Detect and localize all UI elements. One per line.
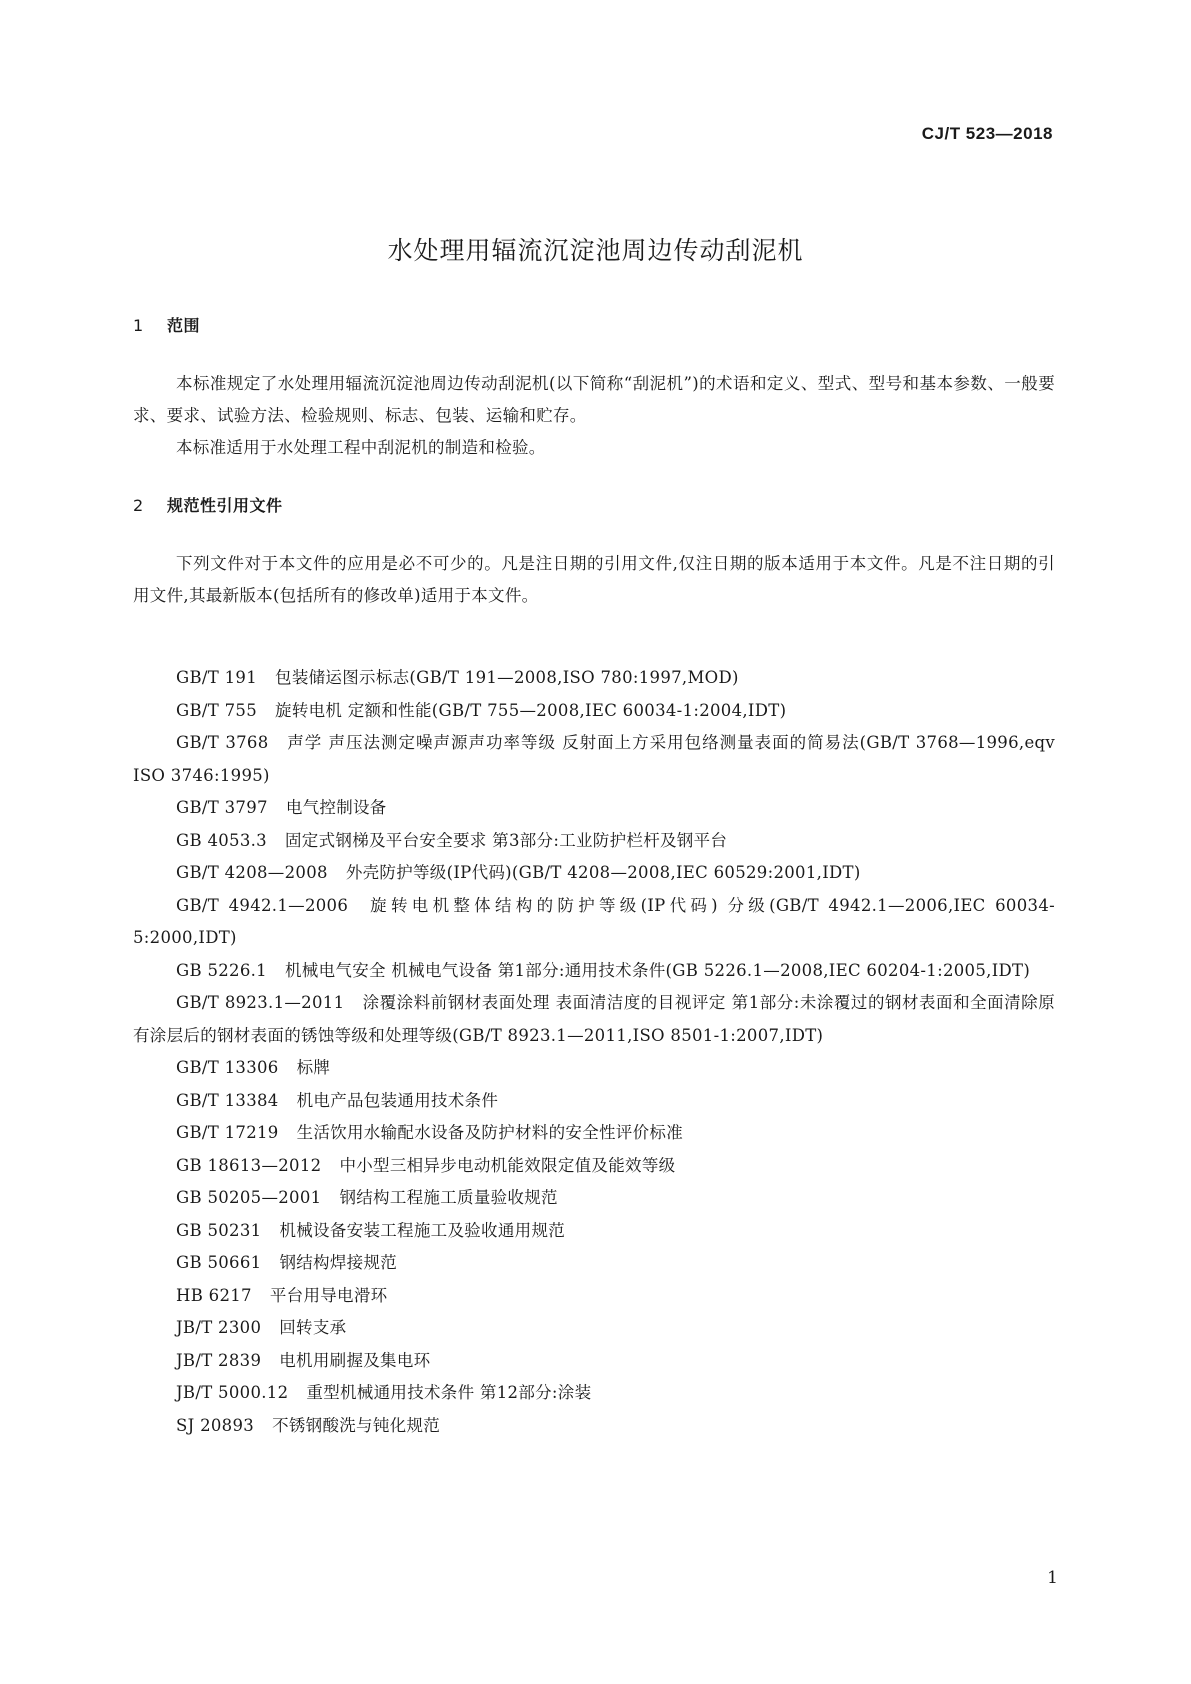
- reference-item: [133, 792, 1055, 825]
- scope-paragraph-2: 本标准适用于水处理工程中刮泥机的制造和检验。: [176, 438, 546, 457]
- reference-item: [133, 1410, 1055, 1443]
- reference-code: HB 6217: [176, 1285, 252, 1305]
- reference-item: [133, 955, 1055, 988]
- reference-title: 标牌: [296, 1058, 331, 1077]
- reference-code: GB/T 17219: [176, 1123, 279, 1142]
- reference-code: GB/T 13306: [176, 1058, 279, 1077]
- section-1-title: 范围: [167, 316, 201, 335]
- reference-title: 旋转电机 定额和性能(GB/T 755—2008,IEC 60034-1:2004,IDT): [275, 700, 787, 720]
- reference-code: JB/T 2300: [176, 1318, 262, 1337]
- reference-item: [133, 1215, 1055, 1248]
- reference-item: [133, 1377, 1055, 1410]
- section-1-heading: [133, 313, 200, 336]
- reference-item: [133, 1312, 1055, 1345]
- reference-code: GB/T 13384: [176, 1090, 279, 1110]
- reference-title: 回转支承: [279, 1318, 347, 1337]
- section-1-number: 1: [133, 316, 144, 335]
- reference-code: GB/T 4208—2008: [176, 863, 328, 882]
- reference-title: 声学 声压法测定噪声源声功率等级 反射面上方采用包络测量表面的简易法(GB/T 3768—1996,eqv ISO 3746:1995): [133, 733, 1055, 785]
- reference-item: [133, 1280, 1055, 1313]
- reference-title: 机电产品包装通用技术条件: [296, 1090, 499, 1110]
- reference-item: [133, 857, 1055, 890]
- references-intro-paragraph: 下列文件对于本文件的应用是必不可少的。凡是注日期的引用文件,仅注日期的版本适用于本文件。凡是不注日期的引用文件,其最新版本(包括所有的修改单)适用于本文件。: [133, 554, 1055, 605]
- reference-item: [133, 1117, 1055, 1150]
- reference-code: GB 50231: [176, 1220, 262, 1240]
- reference-item: [133, 987, 1055, 1052]
- document-title: 水处理用辐流沉淀池周边传动刮泥机: [387, 236, 804, 265]
- reference-title: 电机用刷握及集电环: [279, 1350, 431, 1370]
- reference-title: 机械设备安装工程施工及验收通用规范: [279, 1220, 566, 1240]
- reference-item: [133, 727, 1055, 792]
- reference-code: GB/T 755: [176, 700, 258, 720]
- page-number: 1: [1047, 1568, 1058, 1588]
- scope-paragraph-1: 本标准规定了水处理用辐流沉淀池周边传动刮泥机(以下简称“刮泥机”)的术语和定义、型式、型号和基本参数、一般要求、要求、试验方法、检验规则、标志、包装、运输和贮存。: [133, 374, 1055, 425]
- reference-item: [133, 1052, 1055, 1085]
- reference-code: SJ 20893: [176, 1415, 255, 1435]
- normative-references-list: [133, 662, 1055, 1442]
- reference-code: GB 50661: [176, 1253, 262, 1272]
- reference-code: GB/T 3768: [176, 733, 269, 752]
- reference-code: GB 5226.1: [176, 960, 267, 980]
- reference-item: [133, 1182, 1055, 1215]
- reference-code: GB 18613—2012: [176, 1155, 322, 1175]
- reference-title: 旋转电机整体结构的防护等级(IP代码) 分级(GB/T 4942.1—2006,IEC 60034-5:2000,IDT): [133, 895, 1056, 947]
- reference-code: GB 50205—2001: [176, 1188, 322, 1207]
- reference-item: [133, 890, 1055, 955]
- reference-code: GB 4053.3: [176, 830, 267, 850]
- reference-item: [133, 1085, 1055, 1118]
- section-2-number: 2: [133, 496, 144, 515]
- reference-item: [133, 662, 1055, 695]
- reference-item: [133, 1345, 1055, 1378]
- reference-title: 机械电气安全 机械电气设备 第1部分:通用技术条件(GB 5226.1—2008,IEC 60204-1:2005,IDT): [285, 960, 1031, 980]
- reference-code: JB/T 2839: [176, 1350, 262, 1370]
- reference-code: GB/T 3797: [176, 798, 268, 817]
- section-2-heading: [133, 493, 283, 516]
- reference-title: 平台用导电滑环: [269, 1285, 388, 1305]
- reference-code: GB/T 4942.1—2006: [176, 895, 349, 915]
- reference-title: 中小型三相异步电动机能效限定值及能效等级: [339, 1155, 676, 1175]
- reference-code: GB/T 191: [176, 668, 258, 687]
- reference-code: JB/T 5000.12: [176, 1383, 289, 1402]
- reference-title: 钢结构工程施工质量验收规范: [339, 1188, 558, 1207]
- reference-title: 电气控制设备: [285, 798, 387, 817]
- reference-item: [133, 1150, 1055, 1183]
- section-2-title: 规范性引用文件: [167, 496, 283, 515]
- reference-item: [133, 695, 1055, 728]
- reference-item: [133, 1247, 1055, 1280]
- reference-title: 不锈钢酸洗与钝化规范: [272, 1415, 441, 1435]
- standard-code: CJ/T 523—2018: [921, 124, 1053, 143]
- reference-item: [133, 825, 1055, 858]
- reference-title: 重型机械通用技术条件 第12部分:涂装: [306, 1383, 592, 1402]
- reference-title: 固定式钢梯及平台安全要求 第3部分:工业防护栏杆及钢平台: [285, 830, 728, 850]
- reference-code: GB/T 8923.1—2011: [176, 993, 345, 1012]
- reference-title: 涂覆涂料前钢材表面处理 表面清洁度的目视评定 第1部分:未涂覆过的钢材表面和全面清除原有涂层后的钢材表面的锈蚀等级和处理等级(GB/T 8923.1—2011,ISO 8501-1:2007,IDT): [133, 993, 1056, 1045]
- reference-title: 包装储运图示标志(GB/T 191—2008,ISO 780:1997,MOD): [275, 668, 739, 687]
- reference-title: 外壳防护等级(IP代码)(GB/T 4208—2008,IEC 60529:2001,IDT): [345, 863, 861, 882]
- reference-title: 生活饮用水输配水设备及防护材料的安全性评价标准: [296, 1123, 684, 1142]
- reference-title: 钢结构焊接规范: [279, 1253, 398, 1272]
